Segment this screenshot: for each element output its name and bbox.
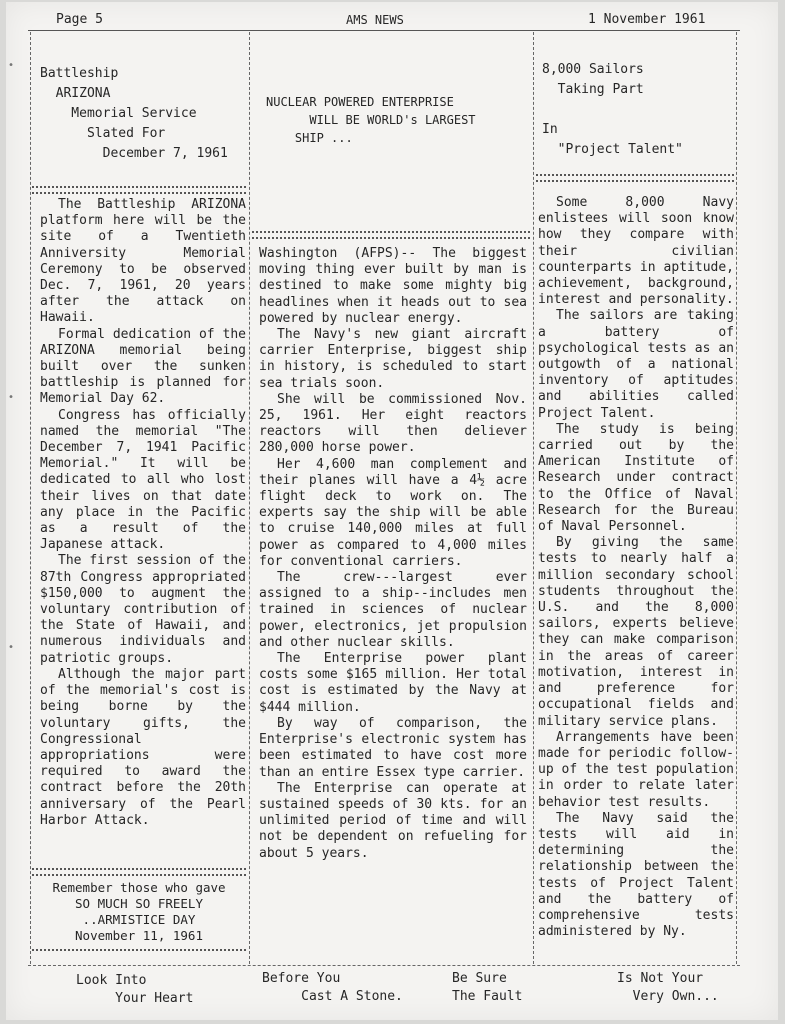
footer-slogan-3: Be Sure The Fault	[452, 971, 523, 1004]
article-paragraph: The sailors are taking a battery of psychological tests as an outgowth of a national inventory of aptitudes and abilities called Project Talent.	[538, 308, 734, 421]
armistice-day-notice: Remember those who gave SO MUCH SO FREELY ..ARMISTICE DAY November 11, 1961	[52, 880, 226, 943]
article-paragraph: Her 4,600 man complement and their planes will have a 4½ acre flight deck to work on. The experts say the ship will be able to cruise 140,000 miles at full power as compared to 4,000 miles for conventional carriers.	[259, 456, 527, 569]
article-paragraph: Some 8,000 Navy enlistees will soon know how they compare with their civilian counterparts in aptitude, achievement, background, interest and personality.	[538, 195, 734, 308]
left-border	[30, 32, 31, 964]
article-paragraph: The Enterprise power plant costs some $165 million. Her total cost is estimated by the Navy at $444 million.	[259, 651, 527, 715]
footer-slogan-2: Before You Cast A Stone.	[262, 971, 403, 1004]
article-paragraph: Congress has officially named the memorial "The December 7, 1941 Pacific Memorial." It will be dedicated to all who lost their lives on that date any place in the Pacific as a result of the Japanese attack.	[40, 407, 246, 553]
article-paragraph: The first session of the 87th Congress appropriated $150,000 to augment the voluntary contribution of the State of Hawaii, and numerous individuals and patriotic groups.	[40, 553, 246, 666]
article-paragraph: She will be commissioned Nov. 25, 1961. Her eight reactors reactors will then deliever 280,000 horse power.	[259, 391, 527, 456]
issue-date: 1 November 1961	[588, 12, 706, 27]
column-divider-right	[533, 32, 534, 964]
footer-rule	[28, 965, 740, 966]
page-number: Page 5	[56, 12, 103, 27]
headline-divider	[32, 186, 246, 188]
footer-slogan-1: Look Into Your Heart	[76, 973, 194, 1006]
margin-dot: •	[8, 392, 15, 403]
header-rule	[28, 30, 740, 31]
newsletter-page	[6, 2, 778, 1020]
headline-divider	[32, 192, 246, 194]
margin-dot: •	[8, 60, 15, 71]
article-paragraph: Although the major part of the memorial's cost is being borne by the voluntary gifts, the Congressional appropriations were required to award the contract before the 20th anniversary of the Pearl Harbor Attack.	[40, 666, 246, 828]
column-divider-left	[249, 32, 250, 964]
article-paragraph: The Navy said the tests will aid in determining the relationship between the tests of Project Talent and the battery of comprehensive tests administered by Ny.	[538, 810, 734, 940]
remember-box-bottom	[32, 949, 246, 951]
article-paragraph: By way of comparison, the Enterprise's electronic system has been estimated to have cost more than an entire Essex type carrier.	[259, 715, 527, 780]
headline-divider	[536, 174, 734, 176]
headline-divider	[536, 180, 734, 182]
article-paragraph: Arrangements have been made for periodic follow-up of the test population in order to relate later behavior test results.	[538, 729, 734, 810]
footer-slogan-4: Is Not Your Very Own...	[617, 971, 719, 1004]
article-paragraph: The Navy's new giant aircraft carrier Enterprise, biggest ship in history, is scheduled to start sea trials soon.	[259, 327, 527, 391]
arizona-article-body	[40, 197, 246, 829]
project-talent-headline: 8,000 Sailors Taking Part In "Project Talent"	[542, 62, 683, 157]
article-paragraph: The study is being carried out by the American Institute of Research under contract to the Office of Naval Research for the Bureau of Naval Personnel.	[538, 421, 734, 535]
article-paragraph: The crew---largest ever assigned to a ship--includes men trained in sciences of nuclear power, electronics, jet propulsion and other nuclear skills.	[259, 570, 527, 650]
article-paragraph: The Battleship ARIZONA platform here will be the site of a Twentieth Anniversity Memorial Ceremony to be observed Dec. 7, 1961, 20 years after the attack on Hawaii.	[40, 197, 246, 326]
headline-divider	[252, 237, 530, 239]
article-paragraph: Washington (AFPS)-- The biggest moving thing ever built by man is destined to make some mighty big headlines when it heads out to sea powered by nuclear energy.	[259, 246, 527, 326]
enterprise-headline: NUCLEAR POWERED ENTERPRISE WILL BE WORLD's LARGEST SHIP ...	[266, 95, 476, 145]
enterprise-article-body	[259, 246, 527, 862]
article-paragraph: By giving the same tests to nearly half a million secondary school students throughout the U.S. and the 8,000 sailors, experts believe they can make comparison in the areas of career motivation, interest in and preference for occupational fields and military service plans.	[538, 535, 734, 729]
right-border	[736, 32, 737, 964]
remember-box-top	[32, 868, 246, 870]
publication-name: AMS NEWS	[346, 13, 404, 27]
project-talent-article-body	[538, 195, 734, 940]
headline-divider	[252, 231, 530, 233]
remember-box-top	[32, 874, 246, 876]
article-paragraph: Formal dedication of the ARIZONA memorial being built over the sunken battleship is planned for Memorial Day 62.	[40, 326, 246, 407]
arizona-headline: Battleship ARIZONA Memorial Service Slated For December 7, 1961	[40, 66, 228, 161]
margin-dot: •	[8, 642, 15, 653]
article-paragraph: The Enterprise can operate at sustained speeds of 30 kts. for an unlimited period of time and will not be dependent on refueling for about 5 years.	[259, 780, 527, 861]
